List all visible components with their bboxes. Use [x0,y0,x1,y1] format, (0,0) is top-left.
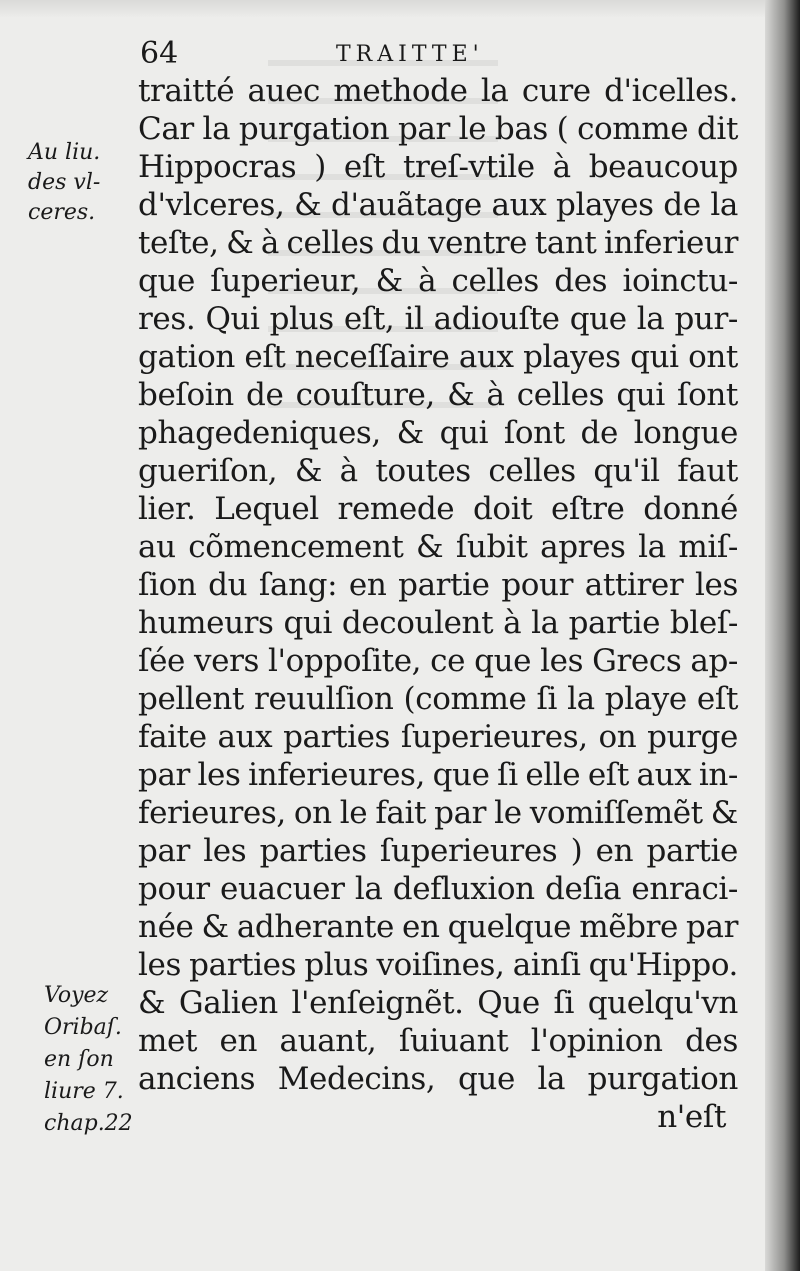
text-line: par les parties ſuperieures ) en partie [138,833,738,869]
text-line: les parties plus voiſines, ainſi qu'Hippo. [138,947,738,983]
text-line: beſoin de couſture, & à celles qui ſont [138,377,738,413]
text-line: lier. Lequel remede doit eſtre donné [138,491,738,527]
text-line: & Galien l'enſeignẽt. Que ſi quelqu'vn [138,985,738,1021]
margin-note-line: Au liu. [28,140,101,165]
page-top-edge [0,0,800,18]
text-line: ſée vers l'oppoſite, ce que les Grecs ap- [138,643,738,679]
text-line: ferieures, on le fait par le vomiſſemẽt & [138,795,738,831]
text-line: anciens Medecins, que la purgation [138,1061,738,1097]
text-line: teſte, & à celles du ventre tant inferieur [138,225,738,261]
text-line: Hippocras ) eſt treſ-vtile à beaucoup [138,149,738,185]
margin-note-line: chap.22 [44,1111,133,1136]
catchword: n'eſt [657,1099,726,1135]
text-line: gation eſt neceſſaire aux playes qui ont [138,339,738,375]
text-line: res. Qui plus eſt, il adiouſte que la pur- [138,301,738,337]
text-line: d'vlceres, & d'auãtage aux playes de la [138,187,738,223]
text-line: pellent reuulſion (comme ſi la playe eſt [138,681,738,717]
margin-note-voyez-oribas [44,980,133,1140]
text-line: met en auant, ſuiuant l'opinion des [138,1023,738,1059]
margin-note-line: Voyez [44,983,109,1008]
text-line: née & adherante en quelque mẽbre par [138,909,738,945]
margin-note-line: liure 7. [44,1079,124,1104]
text-line: par les inferieures, que ſi elle eſt aux in- [138,757,738,793]
text-line: humeurs qui decoulent à la partie bleſ- [138,605,738,641]
text-line: faite aux parties ſuperieures, on purge [138,719,738,755]
margin-note-line: des vl- [28,170,101,195]
text-line: pour euacuer la defluxion deſia enraci- [138,871,738,907]
text-line: phagedeniques, & qui ſont de longue [138,415,738,451]
page-number: 64 [140,36,179,71]
text-line: que ſuperieur, & à celles des ioinctu- [138,263,738,299]
text-line: traitté auec methode la cure d'icelles. [138,73,738,109]
text-line: gueriſon, & à toutes celles qu'il faut [138,453,738,489]
text-line: ſion du ſang: en partie pour attirer les [138,567,738,603]
margin-note-line: en ſon [44,1047,114,1072]
text-line: Car la purgation par le bas ( comme dit [138,111,738,147]
margin-note-line: Oribaſ. [44,1015,122,1040]
body-text-block [138,72,738,1136]
text-line: au cõmencement & ſubit apres la miſ- [138,529,738,565]
running-head: TRAITTE' [336,42,484,67]
gutter-shadow [765,0,800,1271]
page-header [140,36,740,72]
margin-note-line: ceres. [28,200,96,225]
margin-note-au-liu [28,138,100,228]
